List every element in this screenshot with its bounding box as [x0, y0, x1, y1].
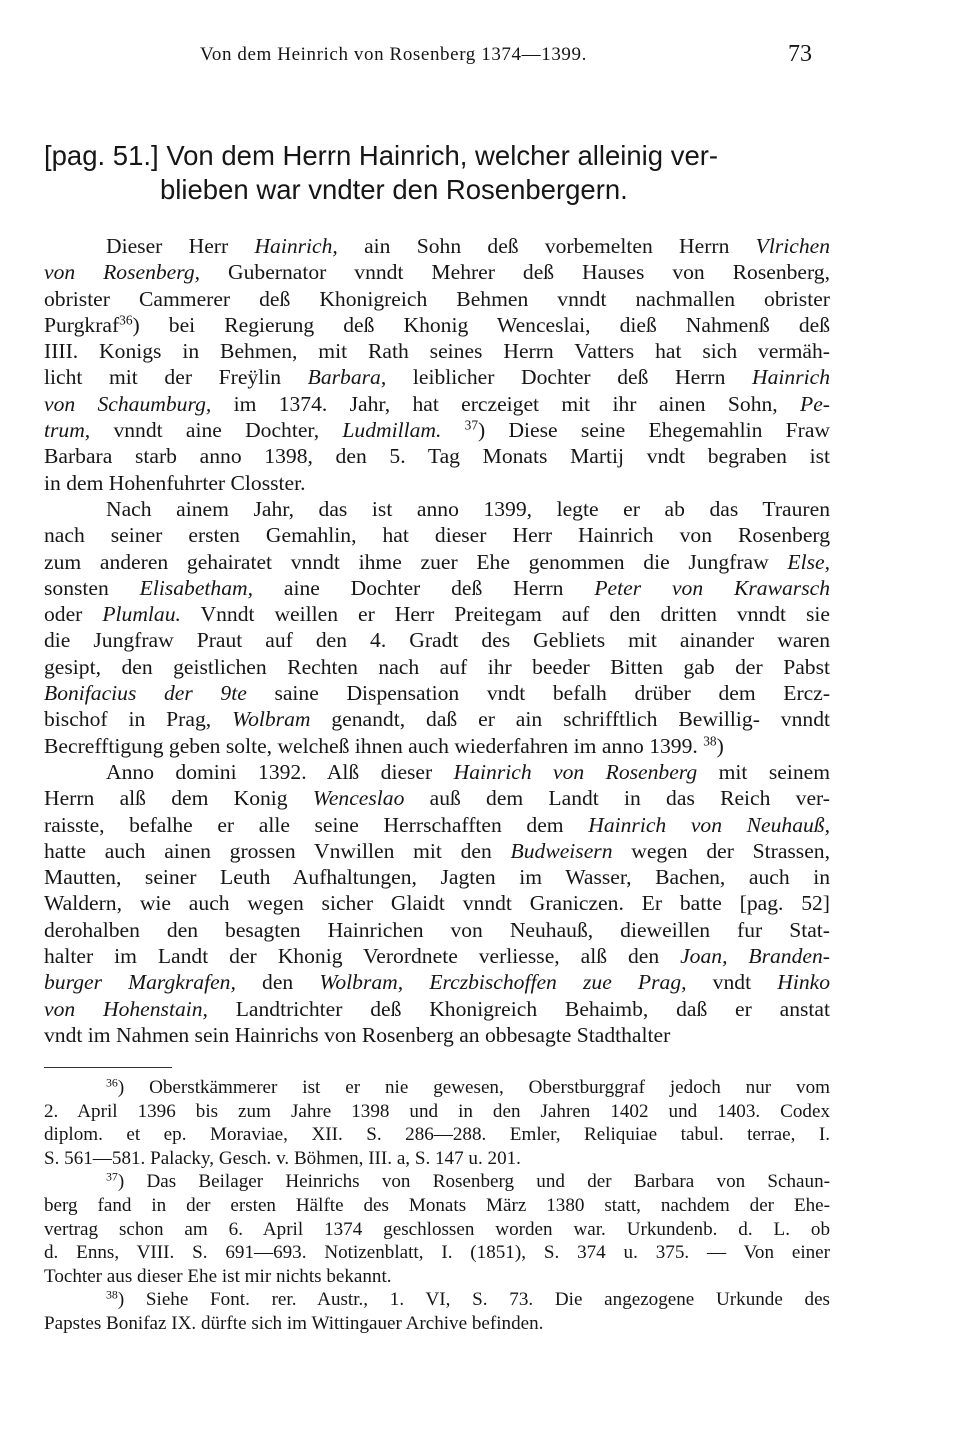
text-line: [44, 706, 830, 732]
text-run: aine Dochter deß Herrn: [253, 575, 595, 600]
body-text: [44, 233, 830, 1048]
italic-run: Hainrich,: [254, 234, 338, 258]
text-line: [44, 680, 830, 706]
italic-run: Wenceslao: [312, 786, 405, 811]
italic-run: Hainrich von Rosenberg: [453, 759, 698, 784]
italic-run: Pe-: [800, 391, 830, 416]
text-run: ): [716, 733, 724, 758]
footnote-line: [44, 1312, 830, 1336]
text-line: [44, 233, 830, 259]
text-line: [44, 522, 830, 548]
text-run: Landtrichter deß Khonigreich Behaimb, daß er anstat: [207, 996, 830, 1021]
footnote-marker: 36: [106, 1075, 118, 1090]
text-run: raisste, befalhe er alle seine Herrschafften dem: [44, 812, 589, 837]
footnote-line: [44, 1265, 830, 1289]
text-line: [44, 654, 830, 680]
text-line: [44, 864, 830, 890]
italic-run: Wolbram: [232, 707, 311, 732]
text-run: obrister Cammerer deß Khonigreich Behmen vnndt nachmallen obrister: [44, 286, 830, 311]
text-line: [44, 470, 830, 496]
paragraph: [44, 759, 830, 1048]
italic-run: Hinko: [777, 970, 830, 995]
footnote: [44, 1288, 830, 1335]
text-run: oder: [44, 602, 103, 627]
text-run: Papstes Bonifaz IX. dürfte sich im Wittingauer Archive befinden.: [44, 1312, 544, 1334]
text-run: Becrefftigung geben solte, welcheß ihnen auch wiederfahren im anno 1399.: [44, 733, 704, 758]
text-run: derohalben den besagten Hainrichen von Neuhauß, dieweillen fur Stat-: [44, 917, 830, 942]
footnote-marker: 37: [106, 1169, 118, 1184]
footnote-line: [44, 1194, 830, 1218]
text-run: zum anderen gehairatet vnndt ihme zuer Ehe genommen die Jungfraw: [44, 549, 788, 574]
italic-run: von Rosenberg,: [44, 260, 201, 285]
footnote-marker: 37: [464, 417, 479, 433]
text-run: vnndt aine Dochter,: [90, 418, 343, 443]
footnotes: [44, 1076, 830, 1336]
footnote-marker: 38: [703, 733, 717, 749]
text-run: Vnndt weillen er Herr Preitegam auf den dritten vnndt sie: [180, 602, 830, 627]
text-run: Barbara starb anno 1398, den 5. Tag Monats Martij vndt begraben ist: [44, 444, 830, 469]
text-run: IIII. Konigs in Behmen, mit Rath seines Herrn Vatters hat sich vermäh-: [44, 339, 830, 364]
footnote: [44, 1170, 830, 1288]
text-run: vertrag schon am 6. April 1374 geschlossen worden war. Urkundenb. d. L. ob: [44, 1218, 830, 1240]
footnote-line: [44, 1100, 830, 1124]
text-line: [44, 338, 830, 364]
text-line: [44, 627, 830, 653]
text-run: mit seinem: [697, 759, 831, 784]
italic-run: burger Margkrafen,: [44, 970, 236, 995]
text-run: Purgkraf: [44, 312, 120, 337]
text-run: bischof in Prag,: [44, 707, 233, 732]
text-run: ) bei Regierung deß Khonig Wenceslai, dieß Nahmenß deß: [132, 312, 830, 337]
italic-run: Vlrichen: [755, 234, 831, 258]
text-line: [44, 785, 830, 811]
footnote-line: [44, 1170, 830, 1194]
footnote-line: [44, 1288, 830, 1312]
text-run: hatte auch ainen grossen Vnwillen mit den: [44, 838, 511, 863]
footnote-line: [44, 1147, 830, 1171]
text-run: nach seiner ersten Gemahlin, hat dieser Herr Hainrich von Rosenberg: [44, 523, 830, 548]
text-line: [44, 838, 830, 864]
text-line: [44, 286, 830, 312]
italic-run: Joan, Branden-: [680, 944, 830, 969]
italic-run: von Schaumburg,: [44, 391, 212, 416]
footnote-marker: 38: [106, 1287, 118, 1302]
text-run: Anno domini 1392. Alß dieser: [106, 759, 454, 784]
paragraph: [44, 496, 830, 759]
footnote-line: [44, 1218, 830, 1242]
text-line: [44, 391, 830, 417]
text-run: gesipt, den geistlichen Rechten nach auf ihr beeder Bitten gab der Pabst: [44, 654, 830, 679]
footnote-marker: 36: [119, 312, 133, 328]
section-heading: [44, 139, 830, 207]
text-line: [44, 917, 830, 943]
text-line: [44, 364, 830, 390]
text-run: [441, 418, 464, 442]
text-run: ain Sohn deß vorbemelten Herrn: [337, 234, 756, 258]
text-run: leiblicher Dochter deß Herrn: [386, 365, 753, 390]
page-number: 73: [788, 41, 812, 67]
text-run: Dieser Herr: [106, 234, 255, 258]
text-run: halter im Landt der Khonig Verordnete verliesse, alß den: [44, 944, 681, 969]
text-line: [44, 601, 830, 627]
text-line: [44, 733, 830, 759]
italic-run: Bonifacius der 9te: [44, 681, 247, 706]
text-run: vndt: [686, 970, 778, 995]
text-run: den: [235, 970, 320, 995]
text-run: wegen der Strassen,: [612, 838, 830, 863]
text-line: [44, 943, 830, 969]
text-run: genandt, daß er ain schrifftlich Bewillig- vnndt: [310, 707, 830, 732]
text-run: Nach ainem Jahr, das ist anno 1399, legte er ab das Trauren: [106, 496, 830, 521]
text-run: Gubernator vnndt Mehrer deß Hauses von Rosenberg,: [200, 260, 831, 285]
text-line: [44, 759, 830, 785]
text-run: S. 561—581. Palacky, Gesch. v. Böhmen, III. a, S. 147 u. 201.: [44, 1147, 521, 1169]
text-run: Mautten, seiner Leuth Aufhaltungen, Jagten im Wasser, Bachen, auch in: [44, 865, 830, 890]
text-line: [44, 890, 830, 916]
footnote-line: [44, 1123, 830, 1147]
text-run: ) Siehe Font. rer. Austr., 1. VI, S. 73. Die angezogene Urkunde des: [117, 1289, 830, 1311]
italic-run: Hainrich: [752, 365, 830, 390]
text-line: [44, 259, 830, 285]
paragraph: [44, 233, 830, 496]
heading-line: [pag. 51.] Von dem Herrn Hainrich, welcher alleinig ver-: [44, 140, 719, 171]
heading-line: blieben war vndter den Rosenbergern.: [160, 174, 628, 205]
text-line: [44, 549, 830, 575]
text-run: ) Diese seine Ehegemahlin Fraw: [478, 418, 831, 443]
italic-run: Wolbram, Erczbischoffen zue Prag,: [319, 970, 687, 995]
text-line: [44, 496, 830, 522]
text-run: saine Dispensation vndt befalh drüber dem Ercz-: [246, 681, 831, 706]
text-run: Herrn alß dem Konig: [44, 786, 313, 811]
italic-run: Ludmillam.: [342, 418, 442, 443]
italic-run: Peter von Krawarsch: [594, 575, 830, 600]
text-line: [44, 996, 830, 1022]
text-run: Tochter aus dieser Ehe ist mir nichts bekannt.: [44, 1265, 392, 1287]
text-run: vndt im Nahmen sein Hainrichs von Rosenberg an obbesagte Stadthalter: [44, 1022, 671, 1047]
text-run: ) Oberstkämmerer ist er nie gewesen, Oberstburggraf jedoch nur vom: [117, 1077, 830, 1098]
italic-run: Else,: [787, 549, 830, 574]
text-line: [44, 812, 830, 838]
footnote-line: [44, 1076, 830, 1100]
italic-run: trum,: [44, 418, 91, 443]
text-line: [44, 312, 830, 338]
text-run: im 1374. Jahr, hat erczeiget mit ihr ainen Sohn,: [211, 391, 801, 416]
italic-run: Elisabetham,: [139, 575, 253, 600]
text-line: [44, 417, 830, 443]
text-run: Waldern, wie auch wegen sicher Glaidt vnndt Graniczen. Er batte [pag. 52]: [44, 891, 830, 916]
text-run: licht mit der Freÿlin: [44, 365, 308, 390]
text-line: [44, 575, 830, 601]
text-run: berg fand in der ersten Hälfte des Monats März 1380 statt, nachdem der Ehe-: [44, 1194, 830, 1216]
text-run: diplom. et ep. Moraviae, XII. S. 286—288. Emler, Reliquiae tabul. terrae, I.: [44, 1124, 830, 1146]
footnote-rule: [44, 1067, 172, 1068]
text-run: die Jungfraw Praut auf den 4. Gradt des Gebliets mit ainander waren: [44, 628, 830, 653]
text-line: [44, 969, 830, 995]
text-run: in dem Hohenfuhrter Closster.: [44, 470, 306, 495]
footnote: [44, 1076, 830, 1170]
text-run: sonsten: [44, 575, 140, 600]
footnote-line: [44, 1241, 830, 1265]
running-head: Von dem Heinrich von Rosenberg 1374—1399.: [200, 44, 587, 65]
text-run: 2. April 1396 bis zum Jahre 1398 und in den Jahren 1402 und 1403. Codex: [44, 1100, 830, 1122]
italic-run: Barbara,: [307, 365, 387, 390]
italic-run: von Hohenstain,: [44, 996, 208, 1021]
text-line: [44, 1022, 830, 1048]
text-run: auß dem Landt in das Reich ver-: [404, 786, 830, 811]
text-line: [44, 443, 830, 469]
italic-run: Plumlau.: [102, 602, 181, 627]
italic-run: Budweisern: [510, 838, 613, 863]
text-run: d. Enns, VIII. S. 691—693. Notizenblatt, I. (1851), S. 374 u. 375. — Von einer: [44, 1242, 830, 1264]
text-run: ) Das Beilager Heinrichs von Rosenberg und der Barbara von Schaun-: [117, 1171, 830, 1193]
italic-run: Hainrich von Neuhauß,: [588, 812, 830, 837]
